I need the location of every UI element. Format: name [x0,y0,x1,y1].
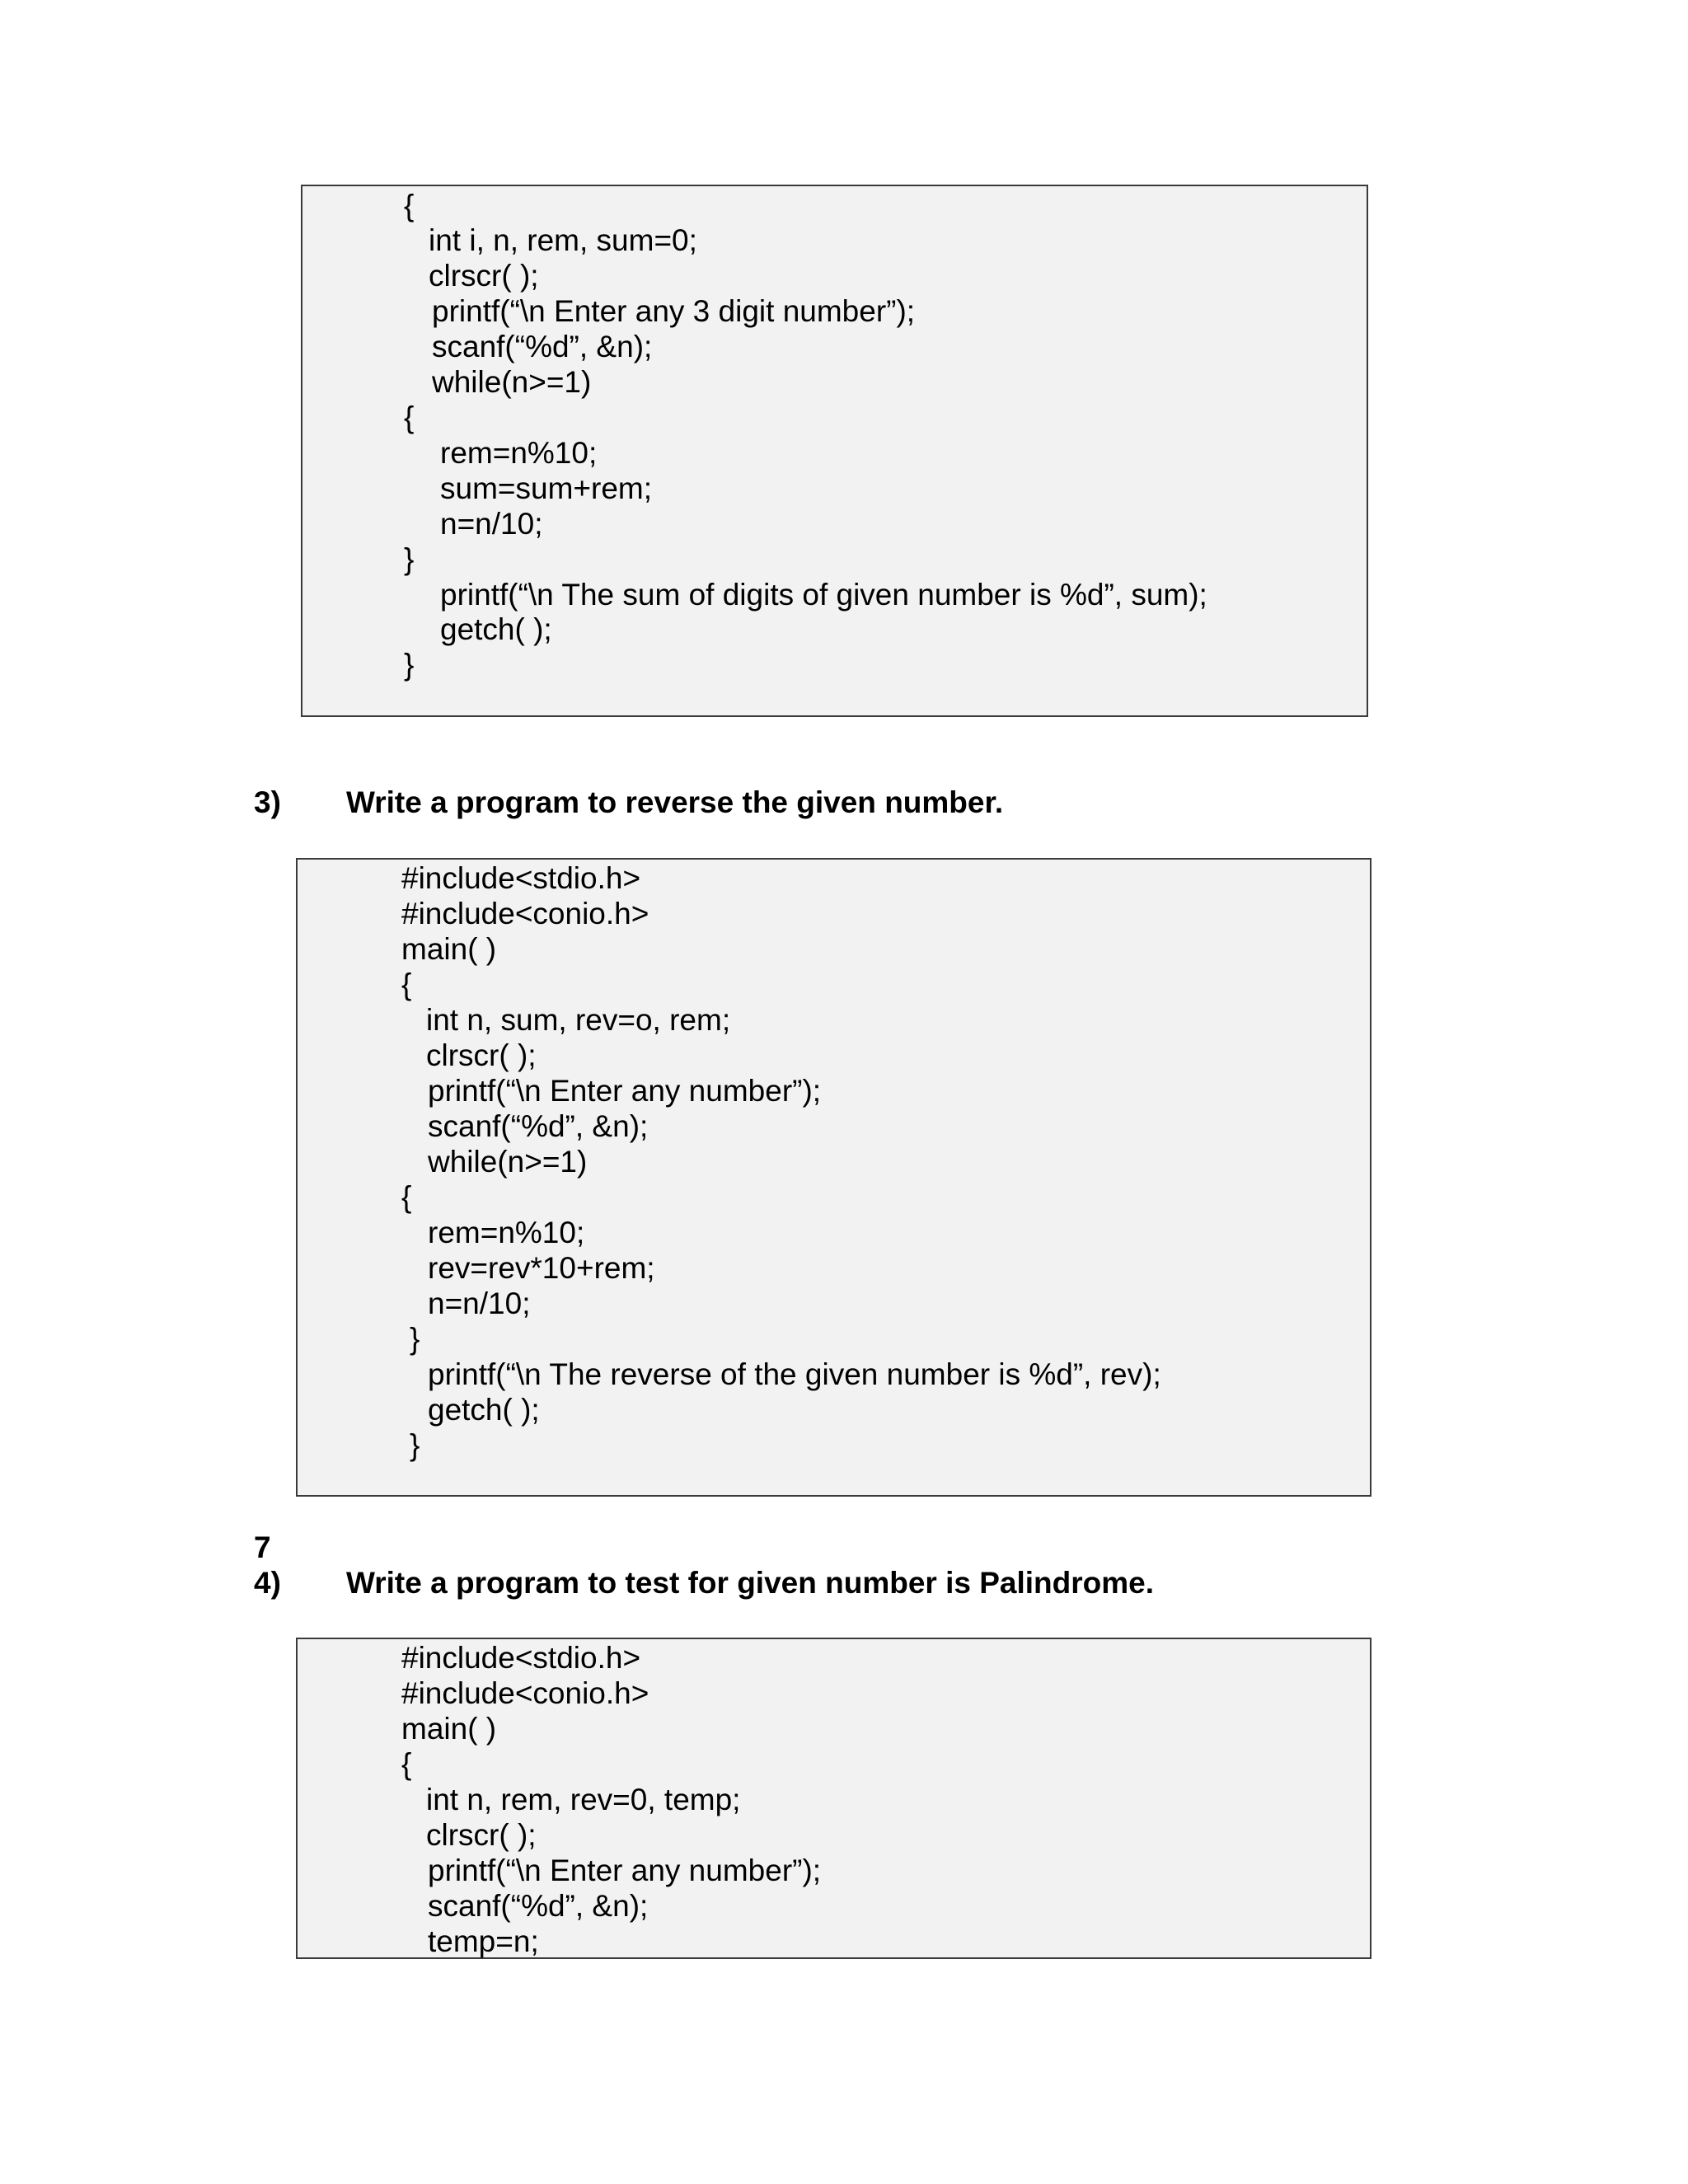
code-line: int n, sum, rev=o, rem; [426,1003,731,1037]
code-line: main( ) [401,1712,497,1746]
code-line: } [410,1428,420,1462]
code-line: #include<conio.h> [401,1676,649,1710]
code-line: getch( ); [440,612,552,646]
code-line: while(n>=1) [428,1145,588,1179]
code-line: clrscr( ); [429,259,539,293]
code-line: { [404,189,415,223]
code-line: { [404,401,415,434]
code-line: scanf(“%d”, &n); [428,1109,649,1143]
code-line: #include<stdio.h> [401,861,641,895]
code-line: printf(“\n The sum of digits of given number is %d”, sum); [440,578,1207,612]
code-line: temp=n; [428,1924,539,1958]
code-line: rem=n%10; [440,436,598,470]
code-line: scanf(“%d”, &n); [432,330,653,363]
code-line: rem=n%10; [428,1216,585,1249]
page-number: 7 [254,1530,271,1564]
code-line: } [404,542,415,576]
code-line: int i, n, rem, sum=0; [429,223,697,257]
code-line: printf(“\n Enter any number”); [428,1854,822,1887]
code-line: sum=sum+rem; [440,471,653,505]
code-line: rev=rev*10+rem; [428,1251,655,1285]
code-line: main( ) [401,932,497,966]
code-line: int n, rem, rev=0, temp; [426,1783,741,1816]
section-number: 4) [254,1566,281,1600]
section-number: 3) [254,785,281,819]
code-line: } [410,1322,420,1356]
code-line: clrscr( ); [426,1038,537,1072]
code-line: printf(“\n The reverse of the given number is %d”, rev); [428,1357,1161,1391]
code-line: n=n/10; [440,507,543,541]
code-line: { [401,968,412,1001]
code-line: while(n>=1) [432,365,592,399]
code-line: } [404,648,415,682]
section-title: Write a program to reverse the given number. [346,785,1004,819]
code-line: printf(“\n Enter any number”); [428,1074,822,1108]
code-line: #include<conio.h> [401,897,649,930]
code-line: #include<stdio.h> [401,1641,641,1675]
section-title: Write a program to test for given number is Palindrome. [346,1566,1154,1600]
code-line: n=n/10; [428,1286,531,1320]
code-line: { [401,1180,412,1214]
code-line: { [401,1747,412,1781]
code-line: printf(“\n Enter any 3 digit number”); [432,294,916,328]
code-line: clrscr( ); [426,1818,537,1852]
code-line: getch( ); [428,1393,540,1427]
code-line: scanf(“%d”, &n); [428,1889,649,1923]
